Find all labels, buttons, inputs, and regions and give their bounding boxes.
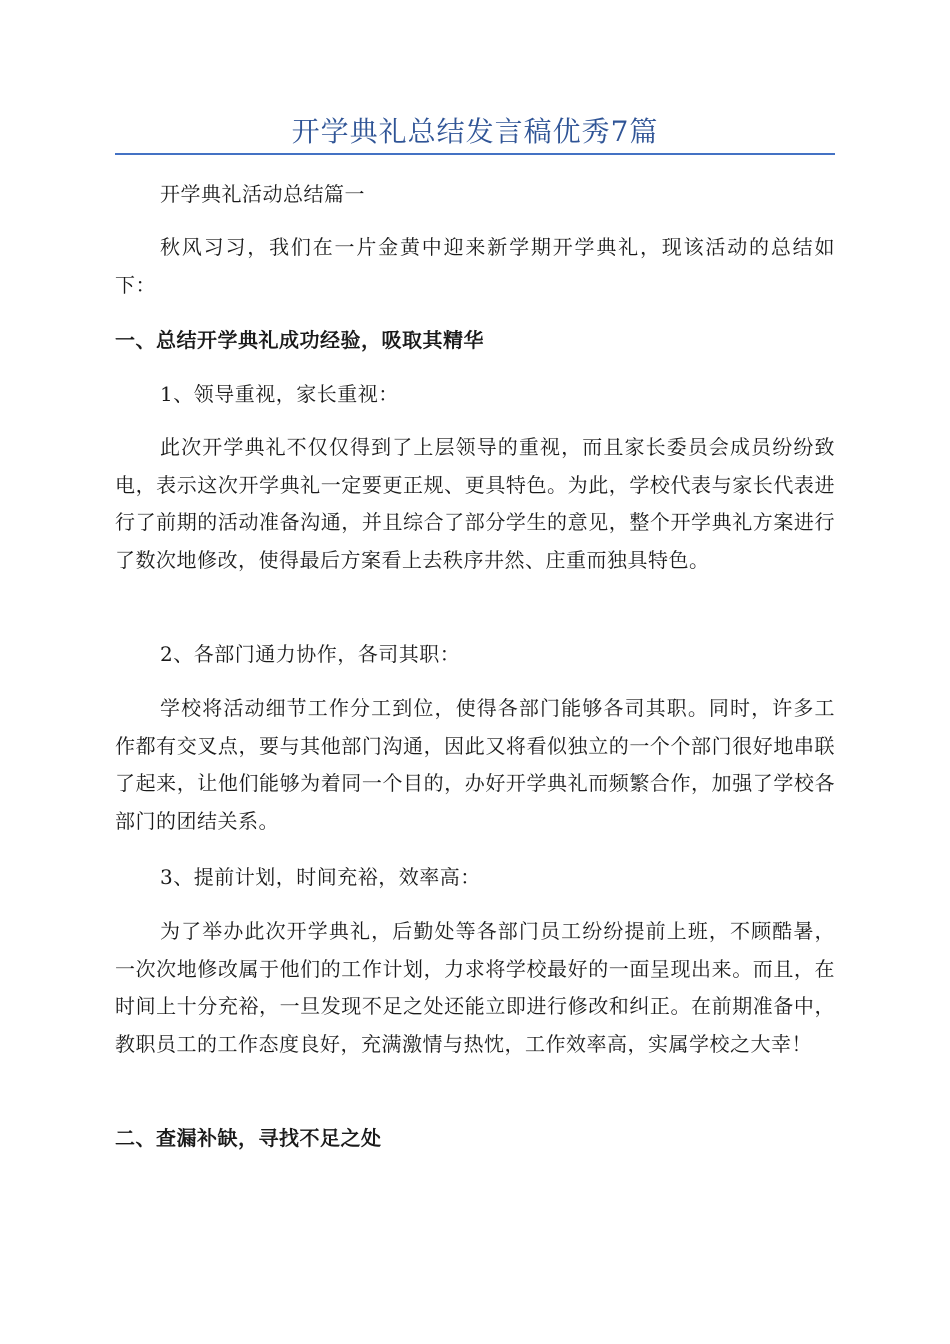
item-1-title: 1、领导重视，家长重视： [160, 382, 399, 406]
document-title: 开学典礼总结发言稿优秀7篇 [291, 115, 659, 148]
document-page [115, 0, 835, 1344]
title-underline [115, 153, 835, 155]
item-1-body: 此次开学典礼不仅仅得到了上层领导的重视，而且家长委员会成员纷纷致电，表示这次开学典礼一定要更正规、更具特色。为此，学校代表与家长代表进行了前期的活动准备沟通，并且综合了部分学生的意见，整个开学典礼方案进行了数次地修改，使得最后方案看上去秩序井然、庄重而独具特色。 [115, 435, 835, 572]
item-2-title: 2、各部门通力协作，各司其职： [160, 642, 461, 666]
item-2-body: 学校将活动细节工作分工到位，使得各部门能够各司其职。同时，许多工作都有交叉点，要与其他部门沟通，因此又将看似独立的一个个部门很好地串联了起来，让他们能够为着同一个目的，办好开学典礼而频繁合作，加强了学校各部门的团结关系。 [115, 696, 835, 833]
article-subtitle: 开学典礼活动总结篇一 [160, 182, 365, 206]
section-heading-1: 一、总结开学典礼成功经验，吸取其精华 [115, 328, 484, 352]
item-3-title: 3、提前计划，时间充裕，效率高： [160, 865, 481, 889]
item-3-body: 为了举办此次开学典礼，后勤处等各部门员工纷纷提前上班，不顾酷暑，一次次地修改属于他们的工作计划，力求将学校最好的一面呈现出来。而且，在时间上十分充裕，一旦发现不足之处还能立即进行修改和纠正。在前期准备中，教职员工的工作态度良好，充满激情与热忱，工作效率高，实属学校之大幸！ [115, 919, 835, 1056]
section-heading-2: 二、查漏补缺，寻找不足之处 [115, 1126, 382, 1150]
intro-paragraph: 秋风习习，我们在一片金黄中迎来新学期开学典礼，现该活动的总结如下： [115, 235, 835, 297]
